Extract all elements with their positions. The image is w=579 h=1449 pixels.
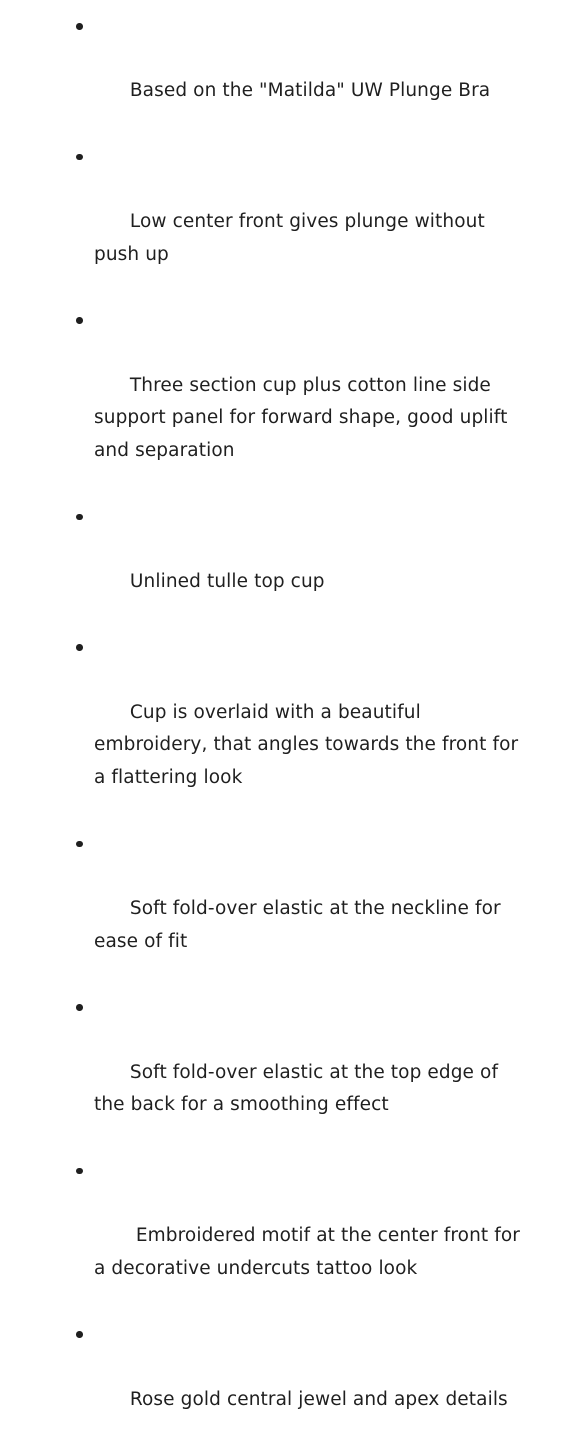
list-item xyxy=(94,991,534,1155)
list-item xyxy=(94,1318,534,1449)
bullet-icon xyxy=(76,154,83,161)
list-item-text: Embroidered motif at the center front for a decorative undercuts tattoo look xyxy=(94,1225,526,1279)
list-item xyxy=(94,501,534,632)
list-item-text: Cup is overlaid with a beautiful embroidery, that angles towards the front for a flattering look xyxy=(94,701,525,789)
list-item-text: Low center front gives plunge without push up xyxy=(94,211,491,265)
list-item xyxy=(94,631,534,827)
list-item-text: Unlined tulle top cup xyxy=(129,570,325,592)
list-item-text: Soft fold-over elastic at the top edge of the back for a smoothing effect xyxy=(94,1061,505,1116)
bullet-icon xyxy=(76,1331,83,1338)
list-item-text: Rose gold central jewel and apex details xyxy=(129,1388,508,1410)
bullet-icon xyxy=(76,23,83,30)
bullet-icon xyxy=(76,1168,83,1175)
list-item xyxy=(94,828,534,992)
bullet-icon xyxy=(76,514,83,521)
bullet-icon xyxy=(76,1004,83,1011)
bullet-icon xyxy=(76,644,83,651)
list-item-text: Based on the "Matilda" UW Plunge Bra xyxy=(129,80,491,102)
list-item xyxy=(94,10,534,141)
list-item xyxy=(94,304,534,500)
list-item-text: Three section cup plus cotton line side support panel for forward shape, good uplift and separation xyxy=(94,374,514,462)
list-item xyxy=(94,1155,534,1319)
feature-list xyxy=(94,10,534,1449)
bullet-icon xyxy=(76,841,83,848)
bullet-icon xyxy=(76,317,83,324)
list-item xyxy=(94,141,534,305)
list-item-text: Soft fold-over elastic at the neckline for ease of fit xyxy=(94,897,507,952)
